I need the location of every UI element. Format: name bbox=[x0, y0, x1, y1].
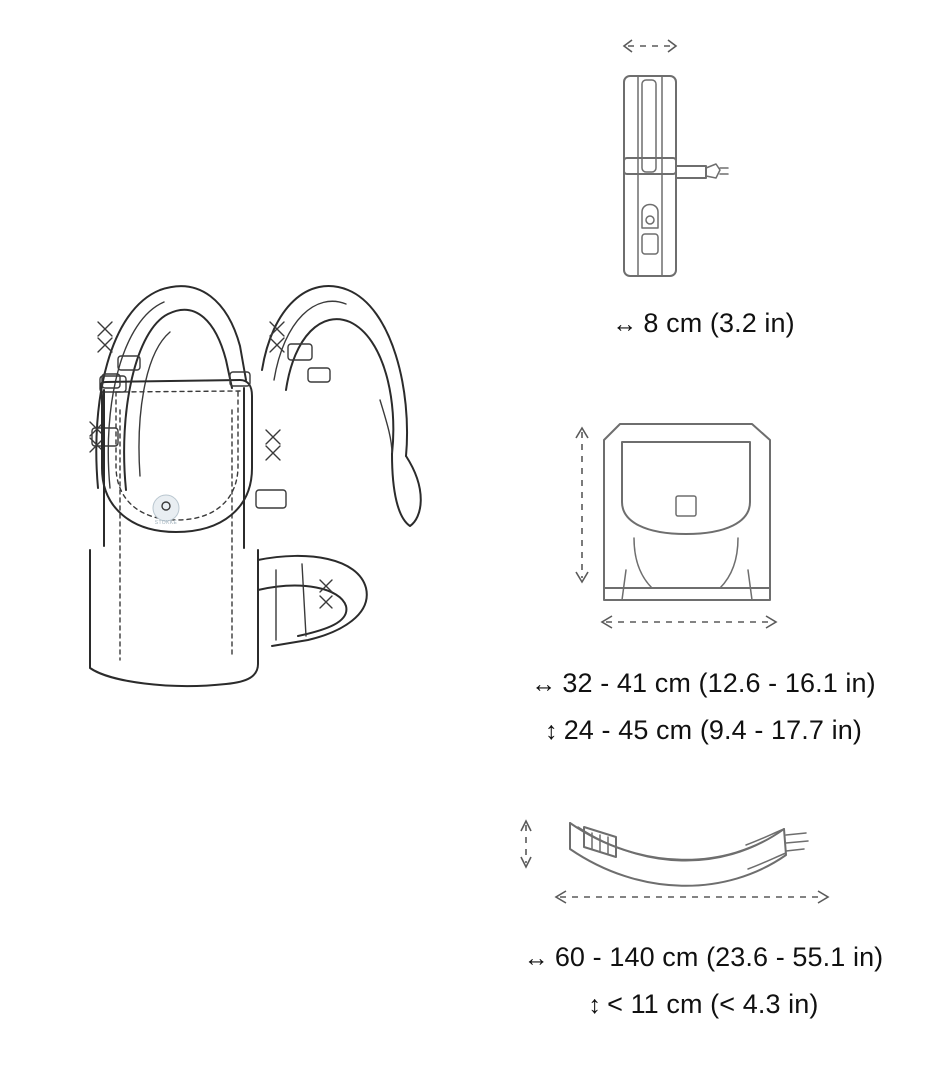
shoulder-width-dimension bbox=[624, 40, 676, 52]
logo-text: STOKKE bbox=[154, 520, 178, 526]
chest-strap bbox=[676, 164, 728, 178]
seat-width-value: 32 - 41 cm (12.6 - 16.1 in) bbox=[562, 668, 876, 698]
seat-height-value: 24 - 45 cm (9.4 - 17.7 in) bbox=[563, 715, 862, 745]
shoulder-strap-drawing bbox=[580, 20, 800, 290]
caption-waist-width bbox=[469, 942, 938, 973]
caption-seat-height bbox=[469, 715, 938, 746]
seat-width-dimension bbox=[602, 616, 776, 628]
v-arrow-icon: ↕ bbox=[545, 717, 558, 745]
waist-width-value: 60 - 140 cm (23.6 - 55.1 in) bbox=[554, 942, 884, 972]
v-arrow-icon: ↕ bbox=[588, 991, 602, 1019]
seat-panel-body bbox=[604, 424, 770, 600]
h-arrow-icon: ↔ bbox=[523, 944, 549, 972]
carrier-body-panel bbox=[90, 388, 258, 686]
caption-waist-height bbox=[469, 989, 938, 1020]
carrier-line-drawing bbox=[40, 250, 460, 700]
h-arrow-icon: ↔ bbox=[612, 310, 638, 338]
product-illustration bbox=[40, 250, 460, 700]
waist-belt-illustration bbox=[258, 556, 367, 646]
shoulder-strap-body bbox=[624, 76, 676, 276]
mesh-texture-patches bbox=[90, 322, 284, 460]
right-shoulder-strap bbox=[262, 286, 421, 526]
shoulder-width-value: 8 cm (3.2 in) bbox=[643, 308, 795, 338]
caption-seat-width bbox=[469, 668, 938, 699]
waist-width-dimension bbox=[556, 891, 828, 903]
strap-buckles bbox=[92, 344, 330, 508]
spec-seat-panel bbox=[560, 410, 800, 650]
waist-belt-drawing bbox=[500, 805, 850, 920]
spec-waist-belt bbox=[500, 805, 850, 920]
h-arrow-icon: ↔ bbox=[531, 670, 557, 698]
caption-shoulder-width bbox=[469, 308, 938, 339]
waist-height-value: < 11 cm (< 4.3 in) bbox=[607, 989, 819, 1019]
seat-panel-drawing bbox=[560, 410, 800, 650]
spec-shoulder-straps bbox=[580, 20, 800, 290]
logo-badge bbox=[153, 495, 179, 526]
waist-height-dimension bbox=[521, 821, 531, 867]
strap-buckle-lower bbox=[642, 205, 658, 255]
seat-height-dimension bbox=[576, 428, 588, 582]
waist-belt-buckle bbox=[584, 827, 808, 857]
